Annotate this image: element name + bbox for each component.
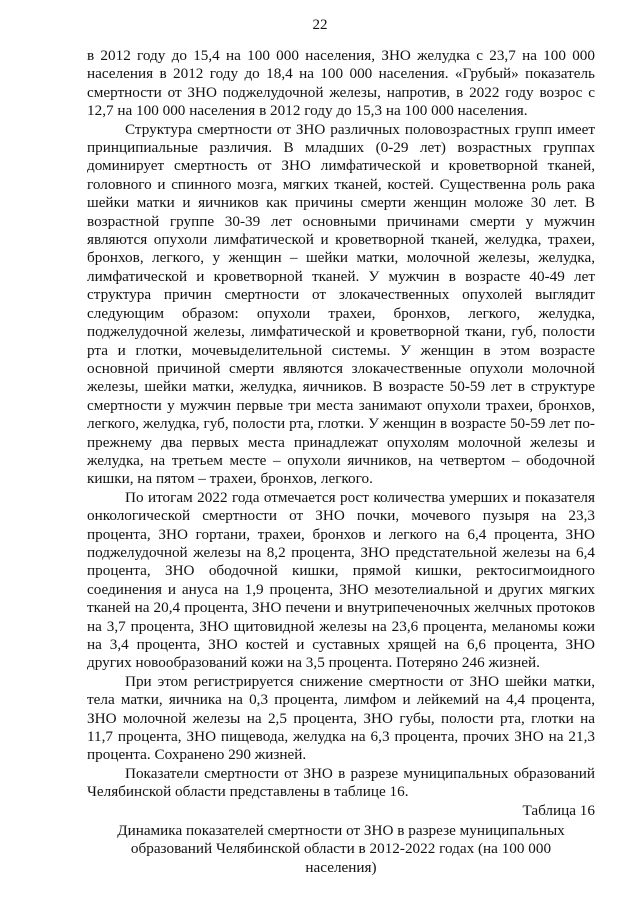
paragraph-mortality-decrease: При этом регистрируется снижение смертности от ЗНО шейки матки, тела матки, яичника на 0,3 процента, лимфом и лейкемий на 4,4 процента, ЗНО молочной железы на 2,5 процента, ЗНО губы, полости рта, глотки на 11,7 процента, ЗНО пищевода, желудка на 6,3 процента, прочих ЗНО на 21,3 процента. Сохранено 290 жизней. — [87, 672, 595, 764]
document-body — [87, 47, 595, 877]
paragraph-continuation: в 2012 году до 15,4 на 100 000 населения, ЗНО желудка с 23,7 на 100 000 населения в 2012 году до 18,4 на 100 000 населения. «Грубый» показатель смертности от ЗНО поджелудочной железы, напротив, в 2022 году возрос с 12,7 на 100 000 населения в 2012 году до 15,3 на 100 000 населения. — [87, 47, 595, 120]
table-title: Динамика показателей смертности от ЗНО в разрезе муниципальных образований Челябинской области в 2012-2022 годах (на 100 000 населения) — [117, 822, 565, 876]
table-label: Таблица 16 — [522, 801, 595, 819]
paragraph-table-reference: Показатели смертности от ЗНО в разрезе муниципальных образований Челябинской области представлены в таблице 16. — [87, 764, 595, 801]
paragraph-mortality-growth: По итогам 2022 года отмечается рост количества умерших и показателя онкологической смертности от ЗНО почки, мочевого пузыря на 23,3 процента, ЗНО гортани, трахеи, бронхов и легкого на 6,4 процента, ЗНО поджелудочной железы на 8,2 процента, ЗНО предстательной железы на 6,4 процента, ЗНО ободочной кишки, прямой кишки, ректосигмоидного соединения и ануса на 1,9 процента, ЗНО мезотелиальной и других мягких тканей на 20,4 процента, ЗНО печени и внутрипеченочных желчных протоков на 3,7 процента, ЗНО щитовидной железы на 23,6 процента, меланомы кожи на 3,4 процента, ЗНО костей и суставных хрящей на 6,6 процента, ЗНО других новообразований кожи на 3,5 процента. Потеряно 246 жизней. — [87, 488, 595, 672]
paragraph-mortality-structure: Структура смертности от ЗНО различных половозрастных групп имеет принципиальные различия. В младших (0-29 лет) возрастных группах доминирует смертность от ЗНО лимфатической и кроветворной тканей, головного и спинного мозга, мягких тканей, костей. Существенна роль рака шейки матки и яичников как причины смерти женщин моложе 30 лет. В возрастной группе 30-39 лет основными причинами смерти у мужчин являются опухоли лимфатической и кроветворной тканей, желудка, трахеи, бронхов, легкого, у женщин – шейки матки, молочной железы, желудка, лимфатической и кроветворной тканей. У мужчин в возрасте 40-49 лет структура причин смертности от злокачественных опухолей выглядит следующим образом: опухоли трахеи, бронхов, легкого, желудка, поджелудочной железы, лимфатической и кроветворной ткани, губ, полости рта и глотки, мочевыделительной системы. У женщин в этом возрасте основной причиной смерти являются злокачественные опухоли молочной железы, шейки матки, желудка, яичников. В возрасте 50-59 лет в структуре смертности у мужчин первые три места занимают опухоли трахеи, бронхов, легкого, желудка, губ, полости рта, глотки. У женщин в возрасте 50-59 лет по-прежнему два первых места принадлежат опухолям молочной железы и желудка, на третьем месте – опухоли яичников, на четвертом – ободочной кишки, на пятом – трахеи, бронхов, легкого. — [87, 120, 595, 488]
page-number: 22 — [312, 17, 328, 33]
